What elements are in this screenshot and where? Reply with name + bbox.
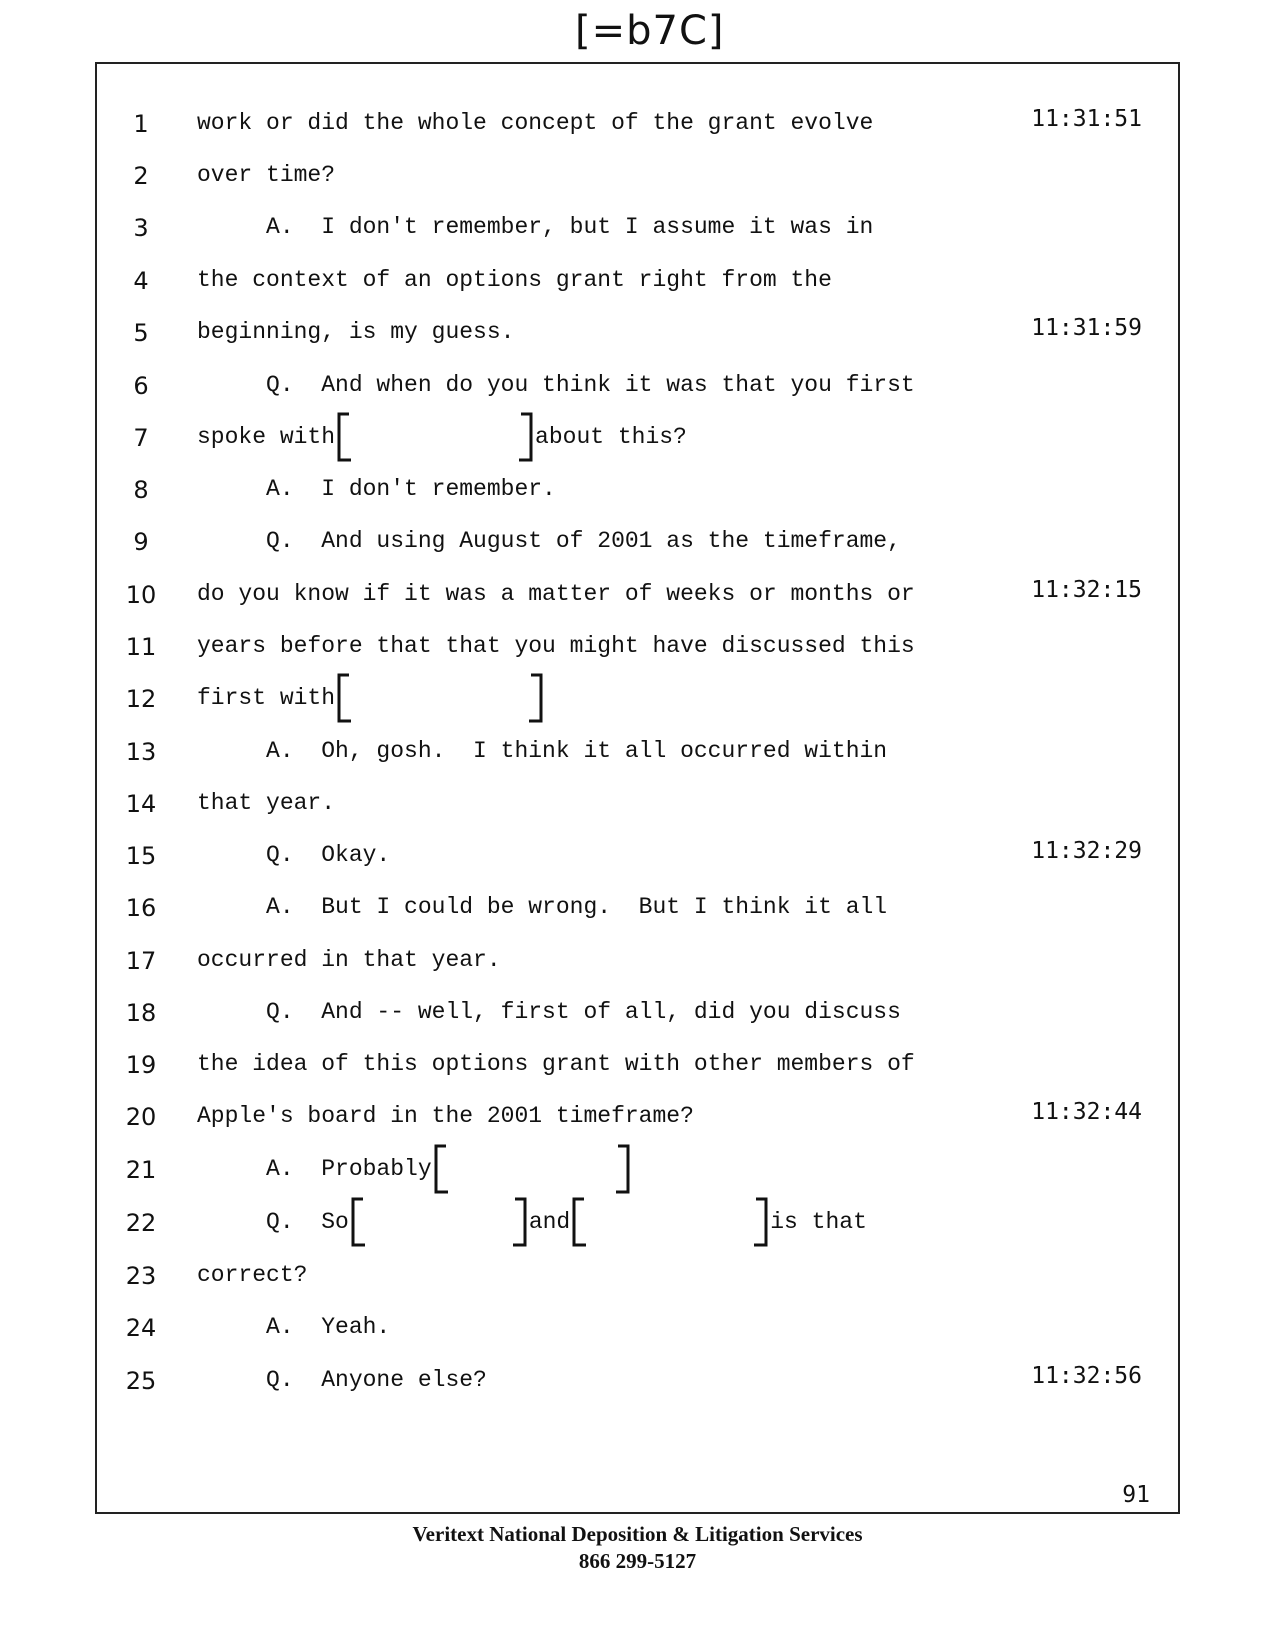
line-number: 17 bbox=[125, 947, 157, 975]
line-number: 18 bbox=[125, 999, 157, 1027]
line-text: beginning, is my guess. bbox=[197, 319, 515, 345]
redaction-bracket bbox=[349, 1197, 529, 1247]
transcript-line bbox=[97, 732, 1178, 772]
timestamp: 11:32:29 bbox=[1031, 838, 1142, 864]
line-text-before-redaction: A. Probably bbox=[197, 1156, 432, 1183]
line-text: the context of an options grant right from the bbox=[197, 267, 832, 293]
line-number: 16 bbox=[125, 894, 157, 922]
line-text: Apple's board in the 2001 timeframe? bbox=[197, 1103, 694, 1129]
transcript-page bbox=[95, 62, 1180, 1514]
line-number: 3 bbox=[133, 214, 149, 242]
transcript-line bbox=[97, 261, 1178, 301]
line-text bbox=[197, 673, 545, 723]
line-number: 11 bbox=[125, 633, 157, 661]
footer-phone: 866 299-5127 bbox=[578, 1549, 697, 1573]
transcript-line bbox=[97, 1045, 1178, 1085]
line-text-after-redaction: about this? bbox=[535, 424, 687, 451]
transcript-line bbox=[97, 575, 1178, 615]
redaction-bracket bbox=[570, 1197, 770, 1247]
line-number: 21 bbox=[125, 1156, 157, 1184]
line-text bbox=[197, 412, 687, 462]
line-text: A. But I could be wrong. But I think it all bbox=[197, 894, 888, 920]
transcript-line bbox=[97, 104, 1178, 144]
line-text: A. I don't remember, but I assume it was in bbox=[197, 214, 874, 240]
line-text bbox=[197, 1197, 867, 1247]
line-number: 7 bbox=[133, 424, 149, 452]
line-number: 12 bbox=[125, 685, 157, 713]
line-text: A. Yeah. bbox=[197, 1314, 391, 1340]
page-footer bbox=[0, 1522, 1275, 1574]
line-number: 24 bbox=[125, 1314, 157, 1342]
redaction-bracket bbox=[335, 412, 535, 462]
line-text: occurred in that year. bbox=[197, 947, 501, 973]
timestamp: 11:32:56 bbox=[1031, 1363, 1142, 1389]
line-number: 6 bbox=[133, 372, 149, 400]
line-text: Q. And using August of 2001 as the timeframe, bbox=[197, 528, 901, 554]
page-number: 91 bbox=[1122, 1482, 1150, 1508]
transcript-line bbox=[97, 208, 1178, 248]
line-text: over time? bbox=[197, 162, 336, 188]
timestamp: 11:32:44 bbox=[1031, 1099, 1142, 1125]
transcript-line bbox=[97, 679, 1178, 719]
line-number: 20 bbox=[125, 1103, 157, 1131]
line-text-between-redactions: and bbox=[528, 1209, 571, 1236]
line-number: 4 bbox=[133, 267, 149, 295]
line-number: 10 bbox=[125, 581, 157, 609]
line-number: 5 bbox=[133, 319, 149, 347]
line-text: work or did the whole concept of the grant evolve bbox=[197, 110, 874, 136]
transcript-line bbox=[97, 522, 1178, 562]
transcript-line bbox=[97, 1097, 1178, 1137]
line-text-after-redaction: is that bbox=[770, 1209, 867, 1236]
line-text: Q. And when do you think it was that you first bbox=[197, 372, 915, 398]
transcript-line bbox=[97, 366, 1178, 406]
transcript-line bbox=[97, 941, 1178, 981]
line-text: A. Oh, gosh. I think it all occurred within bbox=[197, 738, 888, 764]
line-text: the idea of this options grant with other members of bbox=[197, 1051, 915, 1077]
line-number: 15 bbox=[125, 842, 157, 870]
line-number: 9 bbox=[133, 528, 149, 556]
line-number: 8 bbox=[133, 476, 149, 504]
transcript-line bbox=[97, 418, 1178, 458]
line-number: 13 bbox=[125, 738, 157, 766]
line-text: correct? bbox=[197, 1262, 308, 1288]
transcript-line bbox=[97, 156, 1178, 196]
transcript-line bbox=[97, 993, 1178, 1033]
transcript-line bbox=[97, 784, 1178, 824]
line-text-before-redaction: spoke with bbox=[197, 424, 336, 451]
transcript-line bbox=[97, 1361, 1178, 1401]
line-number: 25 bbox=[125, 1367, 157, 1395]
line-text: Q. Anyone else? bbox=[197, 1367, 487, 1393]
transcript-line bbox=[97, 470, 1178, 510]
line-text-before-redaction: Q. So bbox=[197, 1209, 349, 1236]
line-text: years before that that you might have discussed this bbox=[197, 633, 915, 659]
transcript-line bbox=[97, 313, 1178, 353]
line-text bbox=[197, 1144, 632, 1194]
redaction-bracket bbox=[432, 1144, 632, 1194]
transcript-line bbox=[97, 1150, 1178, 1190]
handwritten-exemption-mark bbox=[575, 8, 725, 60]
footer-company: Veritext National Deposition & Litigation Services bbox=[412, 1522, 863, 1546]
timestamp: 11:31:51 bbox=[1031, 106, 1142, 132]
line-text-before-redaction: first with bbox=[197, 685, 336, 712]
line-number: 19 bbox=[125, 1051, 157, 1079]
line-text: that year. bbox=[197, 790, 336, 816]
line-text: Q. Okay. bbox=[197, 842, 391, 868]
line-number: 22 bbox=[125, 1209, 157, 1237]
handwritten-mark-text: [=b7C] bbox=[575, 8, 725, 54]
line-number: 2 bbox=[133, 162, 149, 190]
line-number: 23 bbox=[125, 1262, 157, 1290]
transcript-line bbox=[97, 1308, 1178, 1348]
line-text: do you know if it was a matter of weeks or months or bbox=[197, 581, 915, 607]
transcript-line bbox=[97, 836, 1178, 876]
line-text: A. I don't remember. bbox=[197, 476, 556, 502]
transcript-line bbox=[97, 888, 1178, 928]
transcript-line bbox=[97, 1256, 1178, 1296]
transcript-line bbox=[97, 627, 1178, 667]
line-text: Q. And -- well, first of all, did you discuss bbox=[197, 999, 901, 1025]
line-number: 1 bbox=[133, 110, 149, 138]
transcript-line bbox=[97, 1203, 1178, 1243]
timestamp: 11:31:59 bbox=[1031, 315, 1142, 341]
timestamp: 11:32:15 bbox=[1031, 577, 1142, 603]
redaction-bracket bbox=[335, 673, 545, 723]
line-number: 14 bbox=[125, 790, 157, 818]
